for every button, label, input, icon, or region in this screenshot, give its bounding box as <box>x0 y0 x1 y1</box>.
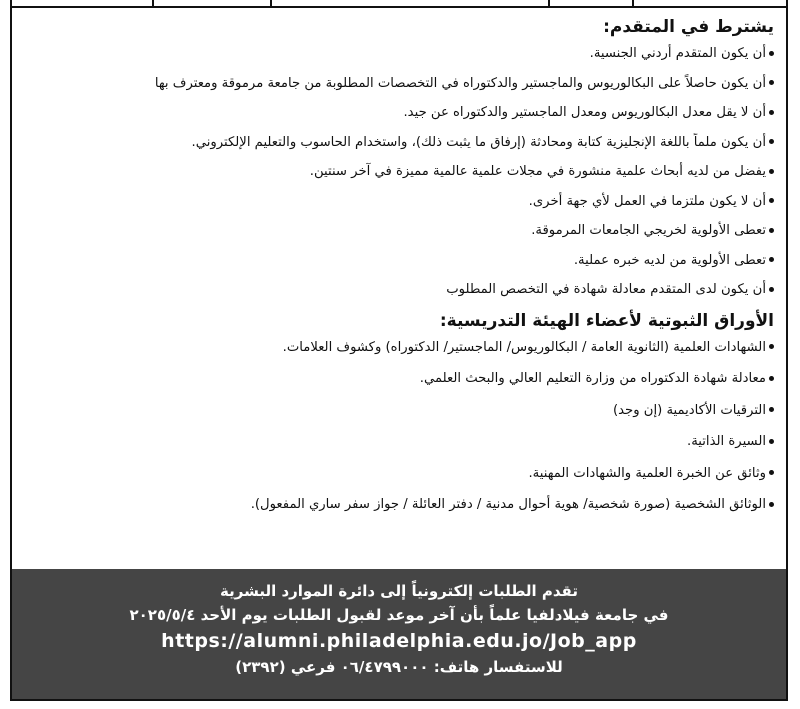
list-item: أن لا يقل معدل البكالوريوس ومعدل الماجستير والدكتوراه عن جيد. <box>24 103 774 123</box>
list-item: أن يكون لدى المتقدم معادلة شهادة في التخصص المطلوب <box>24 280 774 300</box>
table-divider <box>270 0 272 6</box>
requirements-title: يشترط في المتقدم: <box>603 17 774 37</box>
documents-list <box>24 338 774 516</box>
list-item: تعطى الأولوية من لديه خبره عملية. <box>24 251 774 271</box>
list-item: تعطى الأولوية لخريجي الجامعات المرموقة. <box>24 221 774 241</box>
application-banner <box>12 569 786 699</box>
list-item: أن يكون حاصلاً على البكالوريوس والماجستير والدكتوراه في التخصصات المطلوبة من جامعة مرموقة ومعترف بها <box>24 74 774 94</box>
banner-line-1: تقدم الطلبات إلكترونياً إلى دائرة الموارد البشرية <box>220 582 578 600</box>
list-item: الوثائق الشخصية (صورة شخصية/ هوية أحوال مدنية / دفتر العائلة / جواز سفر ساري المفعول). <box>24 495 774 515</box>
documents-title: الأوراق الثبوتية لأعضاء الهيئة التدريسية: <box>439 310 774 331</box>
list-item: أن يكون ملماً باللغة الإنجليزية كتابة ومحادثة (إرفاق ما يثبت ذلك)، واستخدام الحاسوب والتعليم الإلكتروني. <box>24 133 774 153</box>
table-divider <box>632 0 634 6</box>
list-item: أن يكون المتقدم أردني الجنسية. <box>24 44 774 64</box>
list-item: وثائق عن الخبرة العلمية والشهادات المهنية. <box>24 464 774 484</box>
job-announcement <box>10 0 788 701</box>
banner-contact: للاستفسار هاتف: ٠٦/٤٧٩٩٠٠٠ فرعي (٢٣٩٢) <box>235 658 563 676</box>
table-divider <box>152 0 154 6</box>
list-item: معادلة شهادة الدكتوراه من وزارة التعليم العالي والبحث العلمي. <box>24 369 774 389</box>
list-item: الشهادات العلمية (الثانوية العامة / البكالوريوس/ الماجستير/ الدكتوراه) وكشوف العلامات. <box>24 338 774 358</box>
table-divider <box>548 0 550 6</box>
list-item: أن لا يكون ملتزما في العمل لأي جهة أخرى. <box>24 192 774 212</box>
list-item: السيرة الذاتية. <box>24 432 774 452</box>
requirements-list <box>24 44 774 300</box>
list-item: الترقيات الأكاديمية (إن وجد) <box>24 401 774 421</box>
table-remnant <box>12 0 786 8</box>
banner-line-2: في جامعة فيلادلفيا علماً بأن آخر موعد لقبول الطلبات يوم الأحد ٢٠٢٥/٥/٤ <box>129 606 669 624</box>
list-item: يفضل من لديه أبحاث علمية منشورة في مجلات علمية عالمية مميزة في آخر سنتين. <box>24 162 774 182</box>
application-url: https://alumni.philadelphia.edu.jo/Job_app <box>161 630 637 652</box>
